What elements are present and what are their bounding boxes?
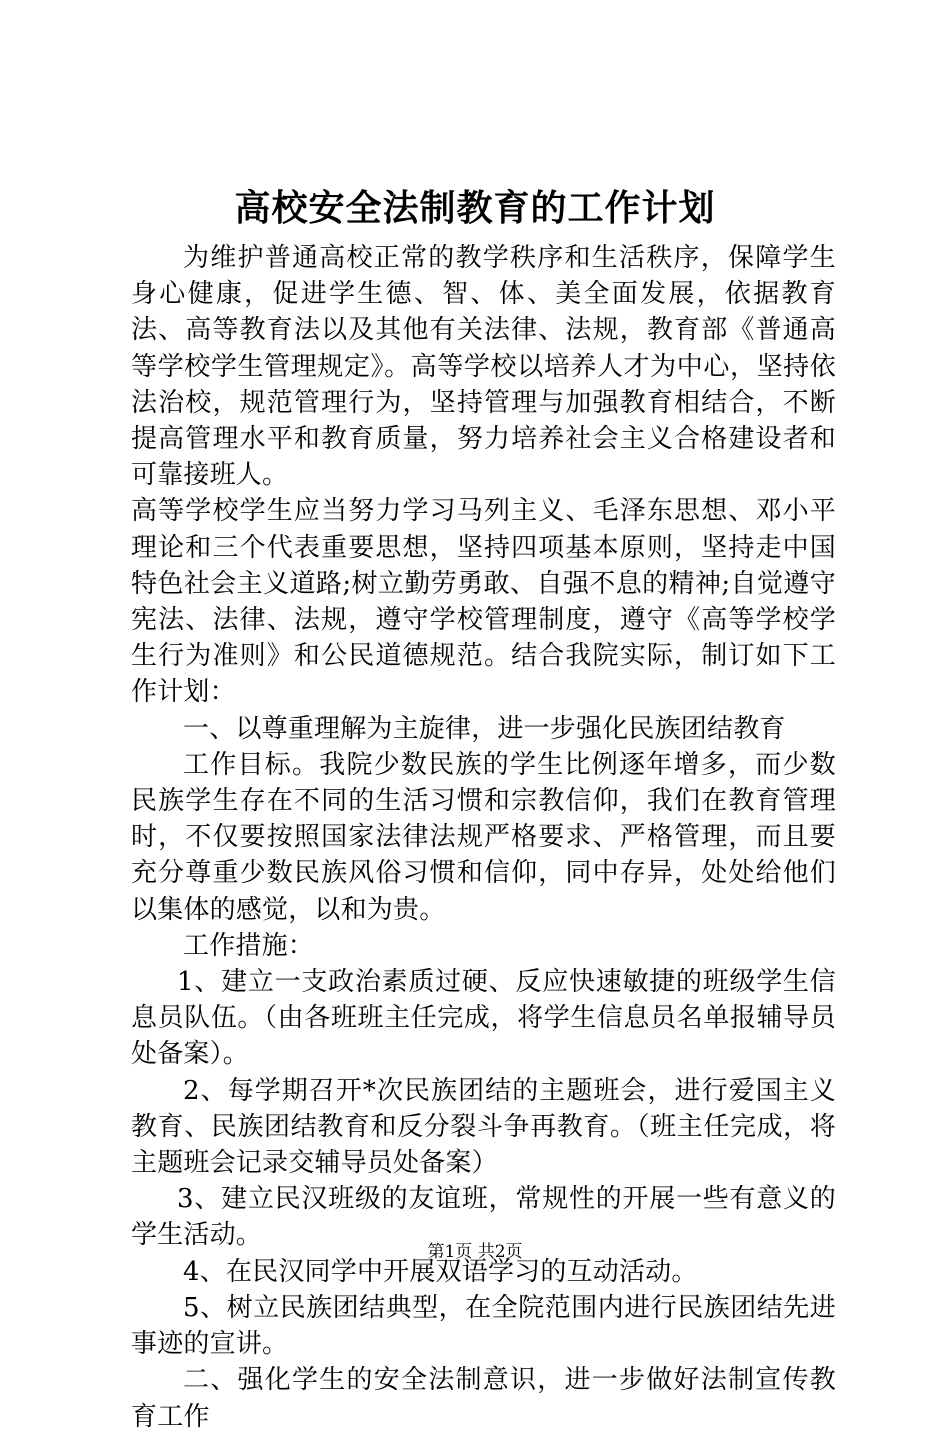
document-title: 高校安全法制教育的工作计划 — [234, 187, 716, 229]
paragraph-principles: 高等学校学生应当努力学习马列主义、毛泽东思想、邓小平理论和三个代表重要思想，坚持四项基本原则，坚持走中国特色社会主义道路;树立勤劳勇敢、自强不息的精神;自觉遵守宪法、法律、法规，遵守学校管理制度，遵守《高等学校学生行为准则》和公民道德规范。结合我院实际，制订如下工作计划： — [131, 496, 836, 708]
list-item-measure-4: 4、在民汉同学中开展双语学习的互动活动。 — [183, 1256, 698, 1287]
paragraph-intro: 为维护普通高校正常的教学秩序和生活秩序，保障学生身心健康，促进学生德、智、体、美全面发展，依据教育法、高等教育法以及其他有关法律、法规，教育部《普通高等学校学生管理规定》。高等学校以培养人才为中心，坚持依法治校，规范管理行为，坚持管理与加强教育相结合，不断提高管理水平和教育质量，努力培养社会主义合格建设者和可靠接班人。 — [131, 243, 836, 491]
section-heading-2: 二、强化学生的安全法制意识，进一步做好法制宣传教育工作 — [131, 1365, 836, 1432]
list-item-measure-2: 2、每学期召开*次民族团结的主题班会，进行爱国主义教育、民族团结教育和反分裂斗争再教育。（班主任完成，将主题班会记录交辅导员处备案） — [131, 1075, 836, 1179]
paragraph-work-goal: 工作目标。我院少数民族的学生比例逐年增多，而少数民族学生存在不同的生活习惯和宗教信仰，我们在教育管理时，不仅要按照国家法律法规严格要求、严格管理，而且要充分尊重少数民族风俗习惯和信仰，同中存异，处处给他们以集体的感觉，以和为贵。 — [131, 749, 836, 925]
paragraph-work-measures-label: 工作措施： — [183, 930, 315, 961]
list-item-measure-5: 5、树立民族团结典型，在全院范围内进行民族团结先进事迹的宣讲。 — [131, 1292, 836, 1360]
list-item-measure-3: 3、建立民汉班级的友谊班，常规性的开展一些有意义的学生活动。 — [131, 1184, 836, 1251]
list-item-measure-1: 1、建立一支政治素质过硬、反应快速敏捷的班级学生信息员队伍。（由各班班主任完成，将学生信息员名单报辅导员处备案）。 — [131, 967, 836, 1070]
page-number-footer: 第1页 共2页 — [427, 1242, 523, 1262]
section-heading-1: 一、以尊重理解为主旋律，进一步强化民族团结教育 — [183, 713, 786, 744]
